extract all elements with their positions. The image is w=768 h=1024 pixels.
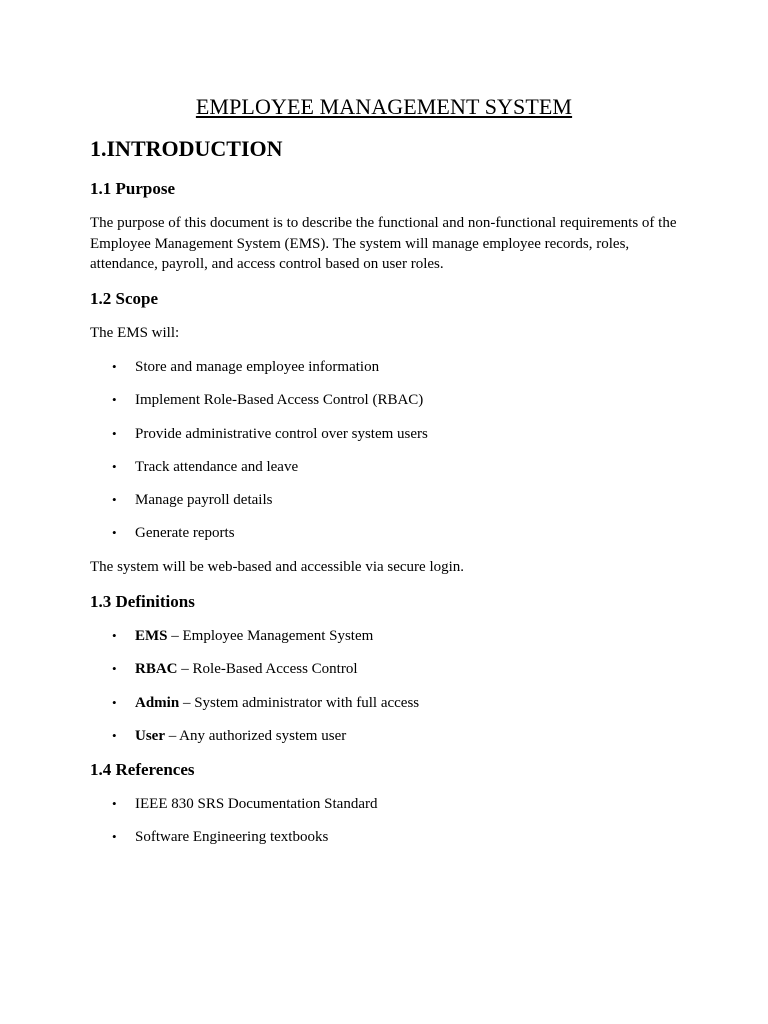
definition-term: RBAC: [135, 661, 178, 678]
list-item: [90, 726, 678, 746]
references-heading: 1.4 References: [90, 759, 195, 779]
scope-list: [90, 357, 678, 543]
document-title: EMPLOYEE MANAGEMENT SYSTEM: [195, 94, 573, 119]
scope-item-text: Generate reports: [135, 525, 235, 542]
references-list: [90, 794, 678, 847]
list-item: [90, 490, 678, 510]
bullet-icon: •: [112, 359, 117, 374]
scope-intro: The EMS will:: [90, 324, 180, 341]
list-item: [90, 693, 678, 713]
bullet-icon: •: [112, 627, 117, 643]
bullet-icon: •: [112, 392, 117, 408]
list-item: [90, 357, 678, 377]
list-item: [90, 424, 678, 444]
bullet-icon: •: [112, 727, 117, 743]
bullet-icon: •: [112, 458, 117, 474]
purpose-paragraph: The purpose of this document is to describe the functional and non-functional requirements of the Employee Management System (EMS). The system will manage employee records, roles, attendance, payroll, and access control based on user roles.: [90, 215, 677, 272]
reference-item-text: Software Engineering textbooks: [135, 829, 329, 846]
bullet-icon: •: [112, 694, 117, 710]
definition-text: – System administrator with full access: [179, 694, 420, 711]
bullet-icon: •: [112, 425, 117, 441]
definition-term: User: [135, 727, 165, 744]
section-heading-introduction: 1.INTRODUCTION: [90, 136, 283, 161]
bullet-icon: •: [112, 795, 117, 811]
scope-item-text: Provide administrative control over system users: [135, 425, 428, 442]
definition-text: – Employee Management System: [167, 627, 374, 644]
scope-item-text: Store and manage employee information: [135, 359, 380, 375]
bullet-icon: •: [112, 661, 117, 677]
definitions-list: [90, 626, 678, 746]
definition-text: – Any authorized system user: [165, 727, 347, 744]
scope-closing: The system will be web-based and accessible via secure login.: [90, 559, 465, 576]
list-item: [90, 659, 678, 679]
scope-heading: 1.2 Scope: [90, 288, 158, 308]
list-item: [90, 457, 678, 477]
definitions-heading: 1.3 Definitions: [90, 591, 195, 611]
definition-text: – Role-Based Access Control: [177, 661, 358, 678]
reference-item-text: IEEE 830 SRS Documentation Standard: [135, 795, 378, 812]
definition-term: Admin: [135, 694, 180, 711]
scope-item-text: Implement Role-Based Access Control (RBAC): [135, 392, 424, 409]
list-item: [90, 626, 678, 646]
list-item: [90, 390, 678, 410]
scope-item-text: Manage payroll details: [135, 492, 273, 509]
list-item: [90, 827, 678, 847]
purpose-heading: 1.1 Purpose: [90, 179, 175, 198]
bullet-icon: •: [112, 492, 117, 508]
list-item: [90, 523, 678, 543]
scope-item-text: Track attendance and leave: [135, 458, 299, 475]
definition-term: EMS: [135, 627, 168, 644]
bullet-icon: •: [112, 525, 117, 541]
bullet-icon: •: [112, 829, 117, 845]
list-item: [90, 794, 678, 814]
